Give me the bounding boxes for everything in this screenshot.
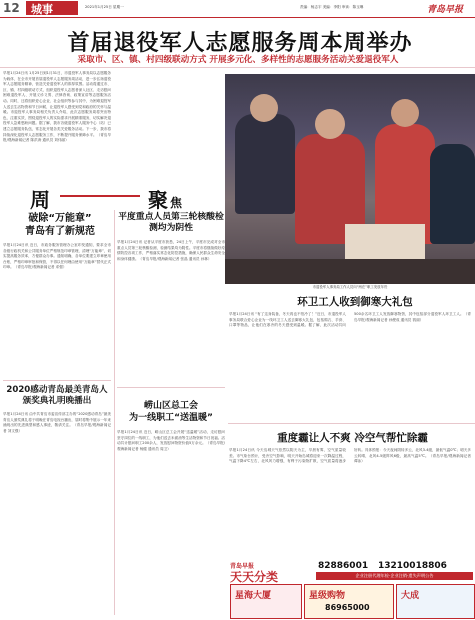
- classified-ad-banner: [228, 558, 475, 620]
- focus-label-left: 周: [30, 188, 50, 212]
- left-headline: 破除“万能章” 青岛有了新规范: [25, 213, 95, 237]
- lead-body-col2: [117, 71, 225, 176]
- ad-brand: 青岛早报: [230, 563, 255, 570]
- ad-slogan: 天天分类: [230, 570, 279, 584]
- weather-body: 早报1月24日讯 今天岛城天气依然以阴天为主，早晨有雾，空气质量较差。市气象台预计，受冷空气影响，明天开始岛城将迎来一次降温过程，气温下降4℃左右，北风风力增强，有利于污染物扩散，空气质量将逐步好转。具体预报：今天夜间阴转多云，北风3-4级，最低气温0℃；明天多云转晴，北风4-5级阵风6级，最高气温5℃。（青岛早报/观海新闻记者 谭泳）: [229, 448, 471, 464]
- focus-label-right: 聚: [148, 188, 168, 212]
- focus-label-sub: 焦: [170, 196, 183, 210]
- newspaper-logo: 青岛早报: [427, 5, 464, 15]
- masthead: [0, 0, 475, 18]
- ad-block-left: [230, 584, 302, 619]
- ad-phone-2: 13210018806: [378, 561, 447, 571]
- lead-body: 早报1月24日讯 1月25日到1月31日，市退役军人事务局以志愿服务为载体，在全市开展首届退役军人志愿服务周活动，进一步弘扬退役军人志愿服务精神，营造关爱退役军人的浓厚氛围。活动将通过市、区、镇、村四级联动方式，组织退役军人志愿者深入社区、走访慰问困难退役军人、开展义诊义剪、法律咨询、政策宣讲等志愿服务活动。同时，还将组织爱心企业、社会组织等参与其中，为困难退役军人送去生活物资和节日问候，让退役军人感受到党和政府的关怀与温暖。市退役军人事务局相关负责人介绍，此次志愿服务周将突出特色、注重实效，围绕退役军人的实际需求开展精准服务，切实解决退役军人急难愁盼问题。据了解，我市各级退役军人服务中心（站）已建立志愿服务队伍，常态化开展各类关爱服务活动。下一步，我市将持续深化退役军人志愿服务工作，不断提升服务保障水平。（青岛早报/观海新闻记者 陈洪涛 通讯员 刘伟丽）: [3, 71, 111, 143]
- focus-divider: [60, 195, 140, 197]
- page-number: 12: [3, 1, 20, 15]
- divider: [0, 67, 475, 68]
- sanitation-headline: 环卫工人收到御寒大礼包: [297, 296, 413, 308]
- lead-subheadline: 采取市、区、镇、村四级联动方式 开展多元化、多样性的志愿服务活动关爱退役军人: [77, 55, 399, 65]
- divider: [117, 387, 225, 388]
- ad-block-right: [396, 584, 475, 619]
- weather-headline: 重度霾让人不爽 冷空气帮忙除霾: [277, 432, 428, 444]
- sanitation-body: 早报1月24日讯 “有了这身装备，冬天再也不怕冷了！”近日，市退役军人事务局联合爱心企业为一线环卫工人送去御寒大礼包，包括棉衣、手套、口罩等物品，让他们在寒冷的冬天感受到温暖。据了解，此次活动共向500余名环卫工人发放御寒物资，其中包括部分退役军人环卫工人。（青岛早报/观海新闻记者 孙俊成 通讯员 钱丽）: [229, 312, 471, 328]
- ad-mid-title: 星级购物: [309, 591, 346, 601]
- right2-body: 早报1月24日讯 近日，崂山区总工会开展“送温暖”活动，走访慰问坚守岗位的一线职工，为他们送去米面油等生活物资和节日祝福。活动共计慰问职工200余人，发放慰问物资价值5万余元。（青岛早报/观海新闻记者 杨健 通讯员 周卫）: [117, 430, 225, 451]
- ad-block-mid: [304, 584, 394, 619]
- ad-service-banner: 企业注册代理年检·企业注销·遗失声明公告: [316, 572, 473, 580]
- ad-right-title: 大成: [401, 591, 420, 601]
- lead-headline: 首届退役军人志愿服务周本周举办: [67, 31, 413, 56]
- left-body: 早报1月24日讯 近日，市政务服务管理办公室印发通知，要求全市各级行政机关和公共服务单位严格规范印章管理，清理“万能章”，切实提高服务效率，方便群众办事。通知明确，各单位要建立印章使用台账，严格印章审批和保管，不得以任何理由使用“万能章”替代正式印章。（青岛早报/观海新闻记者 邓强）: [3, 243, 111, 270]
- column-rule: [114, 210, 115, 615]
- photo-caption: 市退役军人事务局工作人员向“两在”职工发放年货: [312, 285, 388, 289]
- editor-line: 责编：杨志宇 美编：李阳 审读：陈玉琳: [300, 5, 364, 9]
- left2-headline: 2020感动青岛最美青岛人颁奖典礼明晚播出: [6, 385, 108, 406]
- right-body: 早报1月24日讯 记者从平度市获悉，24日上午，平度市完成对全市重点人员第三轮核酸检测，检测结果均为阴性。平度市将继续做好疫情防控各项工作，严格落实常态化防控措施，确保人民群众生命安全和身体健康。（青岛早报/观海新闻记者 张晶 通讯员 孙林）: [117, 240, 225, 261]
- volunteer-photo: [225, 74, 475, 284]
- ad-phone-1: 82886001: [318, 561, 369, 571]
- ad-contact: 86965000: [325, 603, 370, 612]
- date-line: 2021年1月25日 星期一: [85, 5, 124, 9]
- divider: [3, 380, 111, 381]
- right2-headline: 崂山区总工会 为一线职工“送温暖”: [129, 401, 213, 423]
- header-divider: [0, 17, 475, 18]
- left2-body: 早报1月24日讯 由中共青岛市委宣传部主办的“2020感动青岛”最美青岛人颁奖典礼将于明晚在青岛电视台播出，届时将集中展示一年来涌现出的先进典型和感人事迹，敬请关注。（青岛早报/观海新闻记者 刘文强）: [3, 412, 111, 433]
- ad-left-title: 星海大厦: [235, 591, 272, 601]
- right-headline: 平度重点人员第三轮核酸检测均为阴性: [118, 212, 224, 233]
- divider: [228, 423, 475, 424]
- section-title: 城事: [31, 3, 53, 16]
